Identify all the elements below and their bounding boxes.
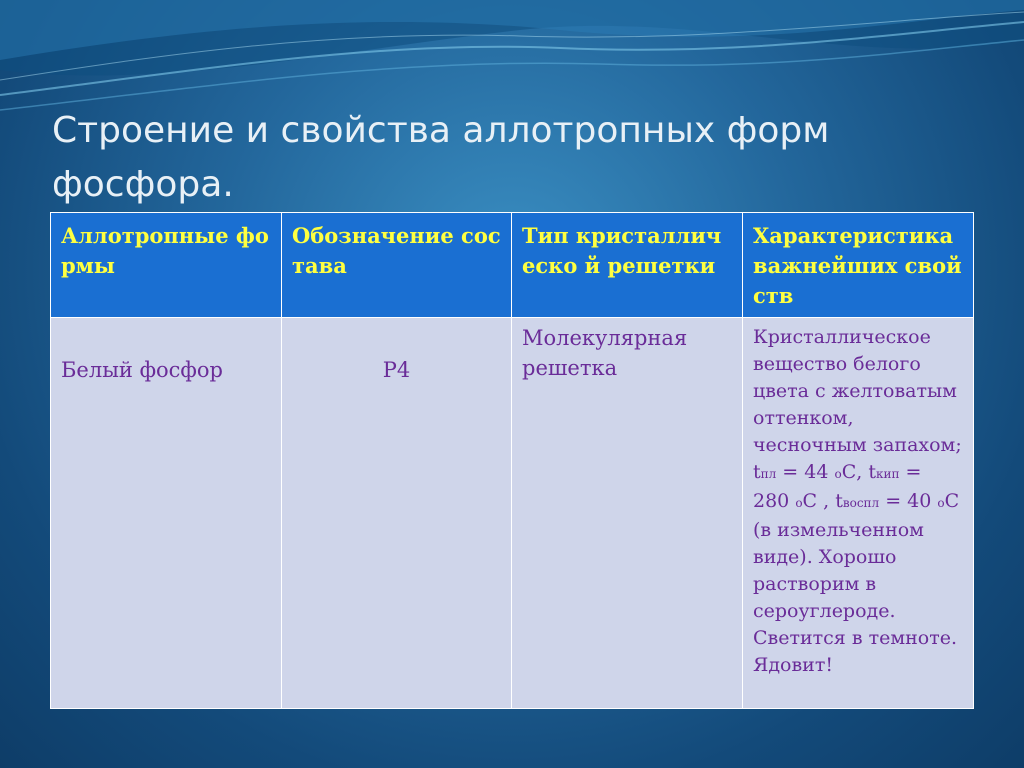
props-text-2: = 44: [776, 461, 835, 483]
props-text-6: = 40: [879, 490, 938, 512]
melting-subscript: пл: [760, 467, 777, 481]
allotrope-table: [50, 212, 974, 709]
props-text-5: С , t: [802, 490, 843, 512]
table-row: [51, 318, 974, 709]
degree-mark-2: о: [795, 496, 803, 510]
degree-mark-1: о: [834, 467, 842, 481]
props-text-3: С, t: [841, 461, 876, 483]
ignition-subscript: воспл: [842, 496, 880, 510]
cell-lattice: Молекулярная решетка: [512, 318, 743, 709]
degree-mark-3: о: [937, 496, 945, 510]
cell-form-name: Белый фосфор: [51, 318, 282, 709]
props-text-1: Кристаллическое вещество белого цвета с желтоватым оттенком, чесночным запахом; t: [753, 326, 962, 483]
header-composition: Обозначение состава: [282, 213, 512, 318]
slide-title: Строение и свойства аллотропных форм фосфора.: [52, 110, 830, 205]
cell-formula: P4: [282, 318, 512, 709]
header-lattice-type: Тип кристаллическо й решетки: [512, 213, 743, 318]
table-header-row: [51, 213, 974, 318]
props-text-4: = 280: [753, 461, 922, 512]
header-allotropic-forms: Аллотропные формы: [51, 213, 282, 318]
cell-properties: [743, 318, 974, 709]
header-properties: Характеристика важнейших свойств: [743, 213, 974, 318]
props-text-7: С (в измельченном виде). Хорошо растворим в сероуглероде. Светится в темноте. Ядовит!: [753, 490, 960, 676]
boiling-subscript: кип: [875, 467, 900, 481]
